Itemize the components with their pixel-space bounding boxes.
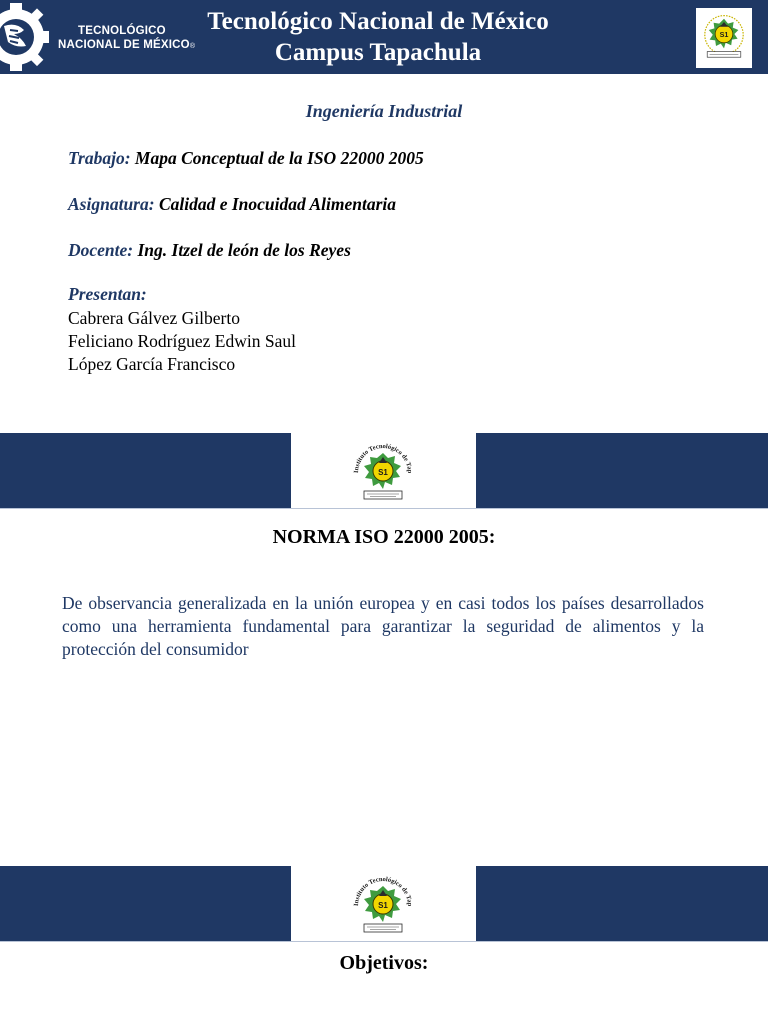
itt-seal-icon [696, 8, 752, 68]
docente-field [68, 240, 351, 261]
presentan-label: Presentan: [68, 284, 147, 304]
trabajo-value: Mapa Conceptual de la ISO 22000 2005 [134, 148, 424, 168]
section-title-iso: NORMA ISO 22000 2005: [272, 526, 496, 548]
tecnm-logo-text [58, 24, 195, 54]
banner-block-right [476, 433, 768, 509]
itt-seal-icon [348, 872, 418, 936]
section-title-objetivos: Objetivos: [339, 952, 429, 974]
divider [0, 941, 768, 942]
trabajo-field [68, 148, 424, 169]
title-line2: Campus Tapachula [274, 39, 482, 66]
banner-block-right [476, 866, 768, 942]
docente-value: Ing. Itzel de león de los Reyes [137, 240, 351, 260]
itt-seal-icon [348, 439, 418, 503]
svg-text:S1: S1 [378, 468, 388, 477]
divider [0, 508, 768, 509]
trabajo-label: Trabajo: [68, 148, 131, 168]
registered-mark: ® [189, 43, 196, 50]
program-name: Ingeniería Industrial [305, 101, 463, 121]
tecnm-logo-line1: TECNOLÓGICO [78, 25, 166, 37]
author-1: Cabrera Gálvez Gilberto [68, 308, 241, 328]
page-title [180, 6, 576, 68]
svg-text:S1: S1 [719, 30, 729, 40]
banner-block-left [0, 433, 291, 509]
header-banner [0, 0, 768, 74]
svg-text:Instituto Tecnológico de Tapac: Instituto Tecnológico de Tap [352, 442, 414, 474]
asignatura-value: Calidad e Inocuidad Alimentaria [158, 194, 397, 214]
docente-label: Docente: [68, 240, 134, 260]
svg-text:Instituto Tecnológico de Tapac: Instituto Tecnológico de Tap [352, 875, 414, 907]
author-3: López García Francisco [68, 354, 236, 374]
banner-block-left [0, 866, 291, 942]
section-banner-2 [0, 866, 768, 942]
title-line1: Tecnológico Nacional de México [207, 8, 549, 35]
svg-text:S1: S1 [378, 901, 388, 910]
tecnm-logo-line2: NACIONAL DE MÉXICO [58, 39, 190, 51]
author-2: Feliciano Rodríguez Edwin Saul [68, 331, 296, 351]
section-banner-1 [0, 433, 768, 509]
asignatura-field [68, 194, 396, 215]
iso-description: De observancia generalizada en la unión europea y en casi todos los países desarrollados como una herramienta fundamental para garantizar la seguridad de alimentos y la protección del consumidor [62, 593, 704, 659]
asignatura-label: Asignatura: [68, 194, 155, 214]
